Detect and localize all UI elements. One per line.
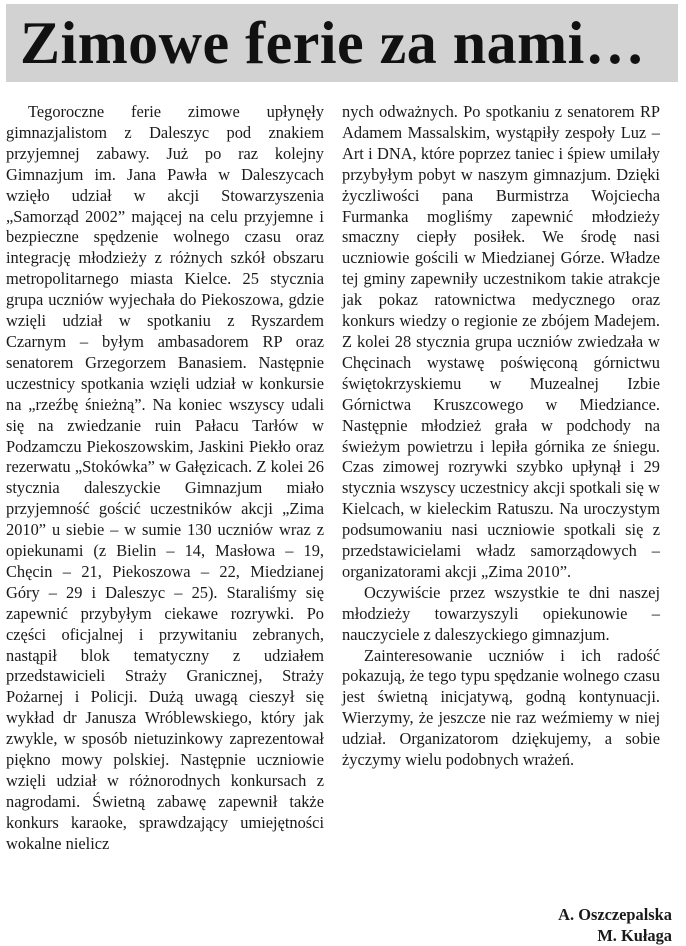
paragraph: Oczywiście przez wszystkie te dni naszej młodzieży towarzyszyli opiekunowie – nauczyciele z daleszyckiego gimnazjum. bbox=[342, 582, 660, 644]
paragraph: Zainteresowanie uczniów i ich radość pokazują, że tego typu spędzanie wolnego czasu jest świetną inicjatywą, godną kontynuacji. Wierzymy, że jeszcze nie raz weźmiemy w niej udział. Organizatorom dziękujemy, a sobie życzymy wielu podobnych wrażeń. bbox=[342, 645, 660, 770]
author-name: A. Oszczepalska bbox=[558, 905, 672, 924]
left-column bbox=[6, 102, 324, 855]
title-banner bbox=[6, 4, 678, 82]
article-title: Zimowe ferie za nami… bbox=[20, 10, 646, 76]
paragraph: Tegoroczne ferie zimowe upłynęły gimnazjalistom z Daleszyc pod znakiem przyjemnej zabawy. Już po raz kolejny Gimnazjum im. Jana Pawła w Daleszycach wzięło udział w akcji Stowarzyszenia „Samorząd 2002” mającej na celu przyjemne i bezpieczne spędzenie wolnego czasu oraz integrację młodzieży z różnych szkół obszaru metropolitarnego miasta Kielce. 25 stycznia grupa uczniów wyjechała do Piekoszowa, gdzie wzięli udział w spotkaniu z Ryszardem Czarnym – byłym ambasadorem RP oraz senatorem Grzegorzem Banasiem. Następnie uczestnicy spotkania wzięli udział w konkursie na „rzeźbę śnieżną”. Na koniec wszyscy udali się na zwiedzanie ruin Pałacu Tarłów w Podzamczu Piekoszowskim, Jaskini Piekło oraz rezerwatu „Stokówka” w Gałęzicach. Z kolei 26 stycznia daleszyckie Gimnazjum miało przyjemność gościć uczestników akcji „Zima 2010” u siebie – w sumie 130 uczniów wraz z opiekunami (z Bielin – 14, Masłowa – 19, Chęcin – 21, Piekoszowa – 22, Miedzianej Góry – 29 i Daleszyc – 25). Staraliśmy się zapewnić przybyłym ciekawe rozrywki. Po części oficjalnej i przywitaniu zebranych, nastąpił blok tematyczny z udziałem przedstawicieli Straży Granicznej, Straży Pożarnej i Policji. Dużą uwagą cieszył się wykład dr Janusza Wróblewskiego, który jak zwykle, w sposób nietuzinkowy zaprezentował piękno mowy polskiej. Następnie uczniowie wzięli udział w różnorodnych konkursach z nagrodami. Świetną zabawę zapewnił także konkurs karaoke, sprawdzający umiejętności wokalne nielicz bbox=[6, 102, 324, 853]
right-column bbox=[342, 102, 660, 771]
paragraph: nych odważnych. Po spotkaniu z senatorem RP Adamem Massalskim, wystąpiły zespoły Luz – Art i DNA, które poprzez taniec i śpiew umilały przybyłym pobyt w naszym gimnazjum. Dzięki życzliwości pana Burmistrza Wojciecha Furmanka mogliśmy zapewnić młodzieży smaczny ciepły posiłek. We środę nasi uczniowie gościli w Miedzianej Górze. Władze tej gminy zapewniły uczestnikom takie atrakcje jak pokaz ratownictwa medycznego oraz konkurs wiedzy o regionie ze zbójem Madejem. Z kolei 28 stycznia grupa uczniów zwiedzała w Chęcinach wystawę poświęconą górnictwu świętokrzyskiemu w Muzealnej Izbie Górnictwa Kruszcowego w Miedziance. Następnie młodzież grała w podchody na świeżym powietrzu i lepiła górnika ze śniegu. Czas zimowej rozrywki szybko upłynął i 29 stycznia wszyscy uczestnicy akcji spotkali się w Kielcach, w kieleckim Ratuszu. Na uroczystym podsumowaniu nasi uczniowie spotkali się z przedstawicielami władz samorządowych – organizatorami akcji „Zima 2010”. bbox=[342, 102, 660, 581]
author-name: M. Kułaga bbox=[597, 926, 672, 945]
